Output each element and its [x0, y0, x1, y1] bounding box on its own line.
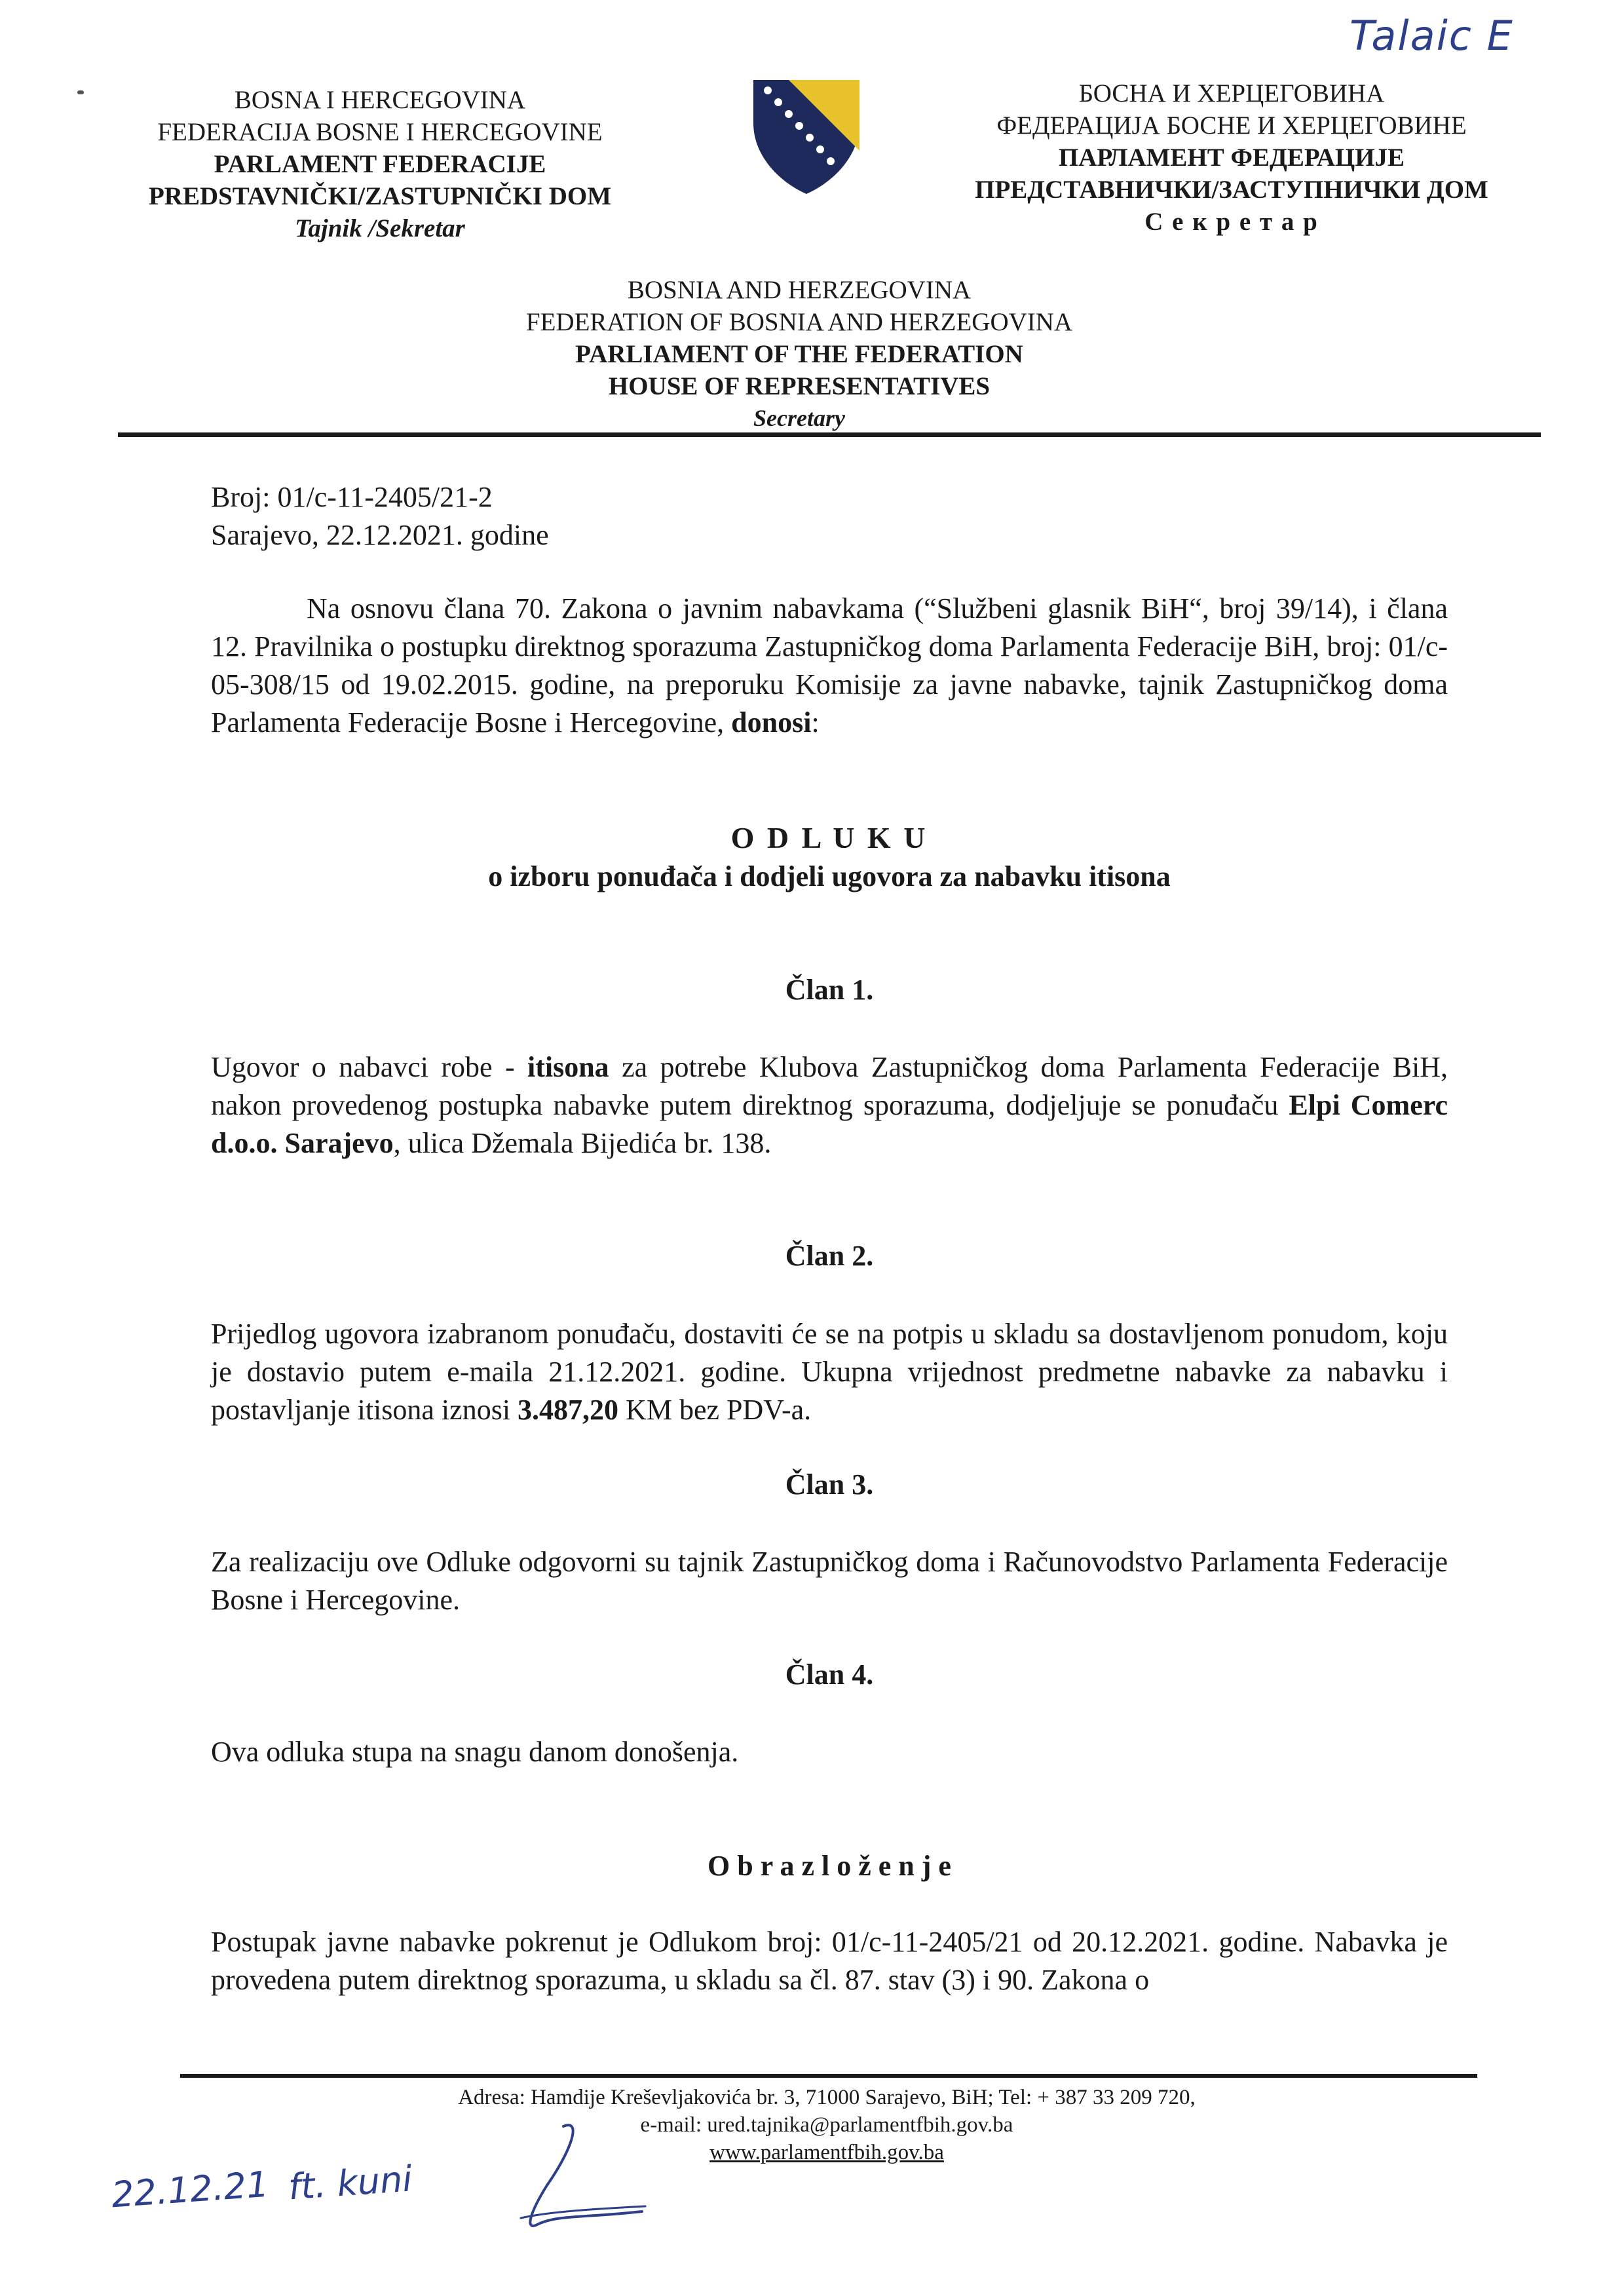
article-3-heading: Član 3. [785, 1468, 874, 1501]
article-4-text: Ova odluka stupa na snagu danom donošenja. [211, 1736, 739, 1768]
footer [276, 2084, 1377, 2166]
scan-mark [77, 90, 84, 94]
intro-bold-verb: donosi [731, 706, 812, 738]
header-right-parliament: ПАРЛАМЕНТ ФЕДЕРАЦИЈЕ [1058, 144, 1405, 172]
signature [485, 2113, 649, 2257]
header-left-country: BOSNA I HERCEGOVINA [234, 86, 526, 114]
article-2-text [211, 1315, 1448, 1429]
header-left [131, 84, 629, 244]
reasoning-heading: O b r a z l o ž e n j e [708, 1850, 951, 1882]
header-right [937, 77, 1526, 238]
header-center-federation: FEDERATION OF BOSNIA AND HERZEGOVINA [525, 308, 1073, 336]
reference-number: Broj: 01/c-11-2405/21-2 [211, 481, 493, 513]
article-1-text [211, 1048, 1448, 1162]
footer-email[interactable]: e-mail: ured.tajnika@parlamentfbih.gov.ba [640, 2113, 1013, 2137]
coat-of-arms-icon [748, 77, 865, 195]
article-1-text-part: za potrebe Klubova Zastupničkog doma Parlamenta Federacije BiH, nakon provedenog postupka nabavke putem direktnog sporazuma, dodjeljuje se ponuđaču [211, 1051, 1448, 1121]
article-1-supplier: Elpi Comerc d.o.o. Sarajevo [211, 1089, 1448, 1159]
header-left-parliament: PARLAMENT FEDERACIJE [214, 150, 546, 178]
header-divider [118, 432, 1541, 437]
header-center-country: BOSNIA AND HERZEGOVINA [627, 276, 972, 304]
intro-paragraph [211, 590, 1448, 742]
article-2-heading: Član 2. [785, 1240, 874, 1272]
intro-tail: : [811, 706, 820, 738]
article-1-heading: Član 1. [785, 974, 874, 1006]
footer-website-link[interactable]: www.parlamentfbih.gov.ba [709, 2141, 944, 2164]
header-right-country: БОСНА И ХЕРЦЕГОВИНА [1078, 79, 1385, 107]
header-left-secretary: Tajnik /Sekretar [295, 214, 465, 242]
handwritten-note-bottom: ft. kuni [287, 2158, 414, 2208]
reference-block [211, 478, 549, 554]
header-right-secretary: С е к р е т а р [1144, 208, 1319, 236]
decision-title: O D L U K U [730, 821, 928, 854]
intro-text: Na osnovu člana 70. Zakona o javnim nabavkama (“Službeni glasnik BiH“, broj 39/14), i člana 12. Pravilnika o postupku direktnog sporazuma Zastupničkog doma Parlamenta Federacije BiH, broj: 01/c-05-308/15 od 19.02.2015. godine, na preporuku Komisije za javne nabavke, tajnik Zastupničkog doma Parlamenta Federacije Bosne i Hercegovine, [211, 592, 1448, 738]
header-left-house: PREDSTAVNIČKI/ZASTUPNIČKI DOM [148, 182, 612, 210]
article-3-text: Za realizaciju ove Odluke odgovorni su tajnik Zastupničkog doma i Računovodstvo Parlamenta Federacije Bosne i Hercegovine. [211, 1546, 1448, 1616]
footer-divider [180, 2074, 1477, 2078]
handwritten-note-top: Talaic E [1350, 12, 1514, 60]
header-center [406, 274, 1192, 434]
header-right-house: ПРЕДСТАВНИЧКИ/ЗАСТУПНИЧКИ ДОМ [975, 176, 1488, 204]
header-center-house: HOUSE OF REPRESENTATIVES [608, 372, 991, 400]
decision-subtitle: o izboru ponuđača i dodjeli ugovora za nabavku itisona [488, 860, 1171, 892]
reasoning-text: Postupak javne nabavke pokrenut je Odlukom broj: 01/c-11-2405/21 od 20.12.2021. godine. Nabavka je provedena putem direktnog sporazuma, u skladu sa čl. 87. stav (3) i 90. Zakona o [211, 1926, 1448, 1996]
article-4-heading: Član 4. [785, 1658, 874, 1691]
article-2-text-part: Prijedlog ugovora izabranom ponuđaču, dostaviti će se na potpis u skladu sa dostavljenom ponudom, koju je dostavio putem e-maila 21.12.2021. godine. Ukupna vrijednost predmetne nabavke za nabavku i postavljanje itisona iznosi [211, 1318, 1448, 1426]
article-2-amount: 3.487,20 [518, 1394, 619, 1426]
reference-place-date: Sarajevo, 22.12.2021. godine [211, 519, 549, 551]
handwritten-date: 22.12.21 [110, 2163, 271, 2216]
header-left-federation: FEDERACIJA BOSNE I HERCEGOVINE [157, 118, 603, 146]
article-1-text-part: , ulica Džemala Bijedića br. 138. [393, 1127, 772, 1159]
header-right-federation: ФЕДЕРАЦИЈА БОСНЕ И ХЕРЦЕГОВИНЕ [996, 111, 1467, 140]
footer-address: Adresa: Hamdije Kreševljakovića br. 3, 71000 Sarajevo, BiH; Tel: + 387 33 209 720, [458, 2086, 1196, 2109]
header-center-parliament: PARLIAMENT OF THE FEDERATION [575, 340, 1023, 368]
header-center-secretary: Secretary [753, 405, 845, 431]
article-1-text-part: Ugovor o nabavci robe - [211, 1051, 527, 1083]
article-1-item: itisona [527, 1051, 609, 1083]
article-2-text-part: KM bez PDV-a. [618, 1394, 812, 1426]
